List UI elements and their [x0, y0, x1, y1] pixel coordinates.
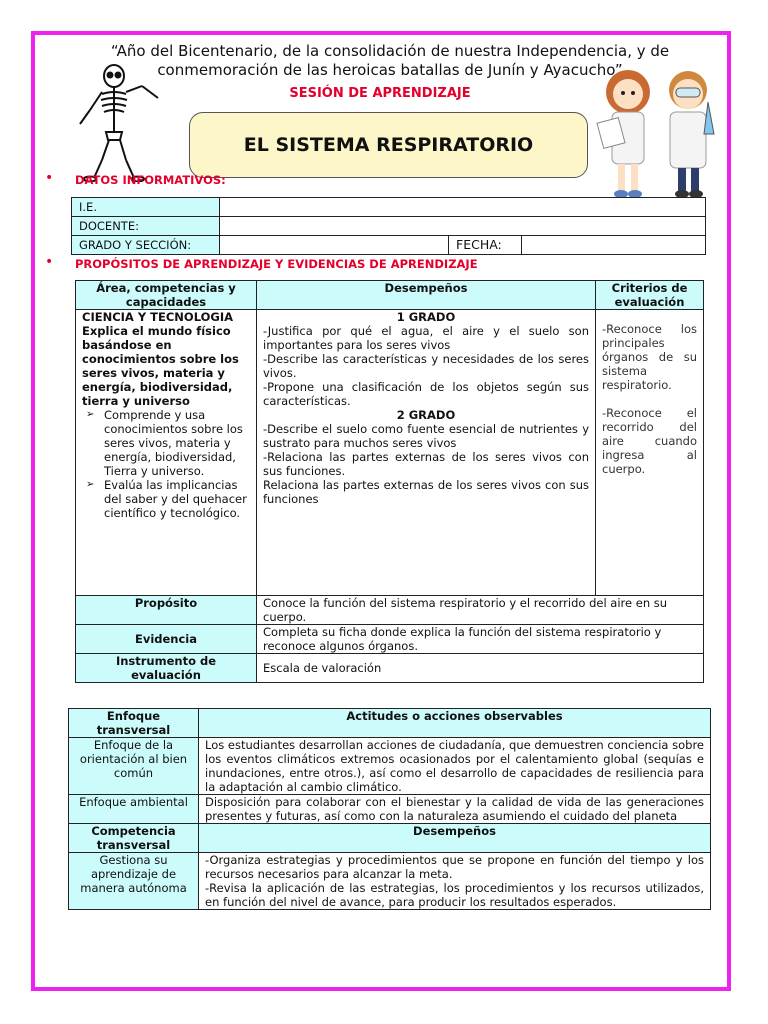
- competencia-line: -Organiza estrategias y procedimientos que se propone en función del tiempo y los recursos necesarios para alcanzar la meta.: [205, 853, 704, 881]
- ie-value: [220, 198, 706, 217]
- criterio-item: -Reconoce el recorrido del aire cuando ingresa al cuerpo.: [602, 406, 697, 476]
- header-desempenos: Desempeños: [257, 281, 596, 310]
- enfoque-table: [68, 708, 711, 910]
- enfoque-text: Los estudiantes desarrollan acciones de ciudadanía, que demuestren conciencia sobre los eventos climáticos extremos ocasionados por el calentamiento global (sequías e inundaciones, entre otros.), así como el desarrollo de capacidades de resiliencia para la adaptación al cambio climático.: [199, 738, 711, 795]
- evidencia-label: Evidencia: [76, 625, 257, 654]
- competencia-text: Explica el mundo físico basándose en conocimientos sobre los seres vivos, materia y energía, biodiversidad, tierra y universo: [82, 324, 239, 408]
- grado2-title: 2 GRADO: [396, 408, 456, 422]
- fecha-value: [522, 236, 706, 255]
- criterio-item: -Reconoce los principales órganos de su sistema respiratorio.: [602, 322, 697, 392]
- capacidad-item: ➢ Evalúa las implicancias del saber y del quehacer científico y tecnológico.: [104, 478, 250, 520]
- datos-heading: DATOS INFORMATIVOS:: [75, 173, 226, 187]
- header-area: Área, competencias y capacidades: [76, 281, 257, 310]
- grado2-line: Relaciona las partes externas de los seres vivos con sus funciones: [263, 478, 589, 506]
- docente-label: DOCENTE:: [72, 217, 220, 236]
- enfoque-text: Disposición para colaborar con el bienestar y la calidad de vida de las generaciones presentes y futuras, así como con la naturaleza asumiendo el cuidado del planeta: [199, 795, 711, 824]
- enfoque-label: Enfoque ambiental: [69, 795, 199, 824]
- grado1-line: -Justifica por qué el agua, el aire y el suelo son importantes para los seres vivos: [263, 324, 589, 352]
- docente-value: [220, 217, 706, 236]
- enfoque-label: Enfoque de la orientación al bien común: [69, 738, 199, 795]
- bullet-icon: •: [45, 254, 54, 270]
- proposito-label: Propósito: [76, 596, 257, 625]
- header-criterios: Criterios de evaluación: [596, 281, 704, 310]
- instrumento-text: Escala de valoración: [257, 654, 704, 683]
- desempenos-cell: [257, 310, 596, 596]
- area-cell: [76, 310, 257, 596]
- year-motto: “Año del Bicentenario, de la consolidación de nuestra Independencia, y de conmemoración de las heroicas batallas de Junín y Ayacucho”: [110, 42, 670, 79]
- grado1-line: -Describe las características y necesidades de los seres vivos.: [263, 352, 589, 380]
- skeleton-illustration: [76, 62, 168, 182]
- area-title: CIENCIA Y TECNOLOGIA: [82, 310, 234, 324]
- actitudes-header: Actitudes o acciones observables: [199, 709, 711, 738]
- evidencia-text: Completa su ficha donde explica la función del sistema respiratorio y reconoce algunos órganos.: [257, 625, 704, 654]
- grado1-line: -Propone una clasificación de los objetos según sus características.: [263, 380, 589, 408]
- capacidades-list: [82, 408, 250, 520]
- grado-value: [220, 236, 449, 255]
- competencia-line: -Revisa la aplicación de las estrategias, los procedimientos y los recursos utilizados, en función del nivel de avance, para producir los resultados esperados.: [205, 881, 704, 909]
- proposito-text: Conoce la función del sistema respiratorio y el recorrido del aire en su cuerpo.: [257, 596, 704, 625]
- grado-label: GRADO Y SECCIÓN:: [72, 236, 220, 255]
- competencia-header: Competencia transversal: [69, 824, 199, 853]
- fecha-label: FECHA:: [449, 236, 522, 255]
- session-label: SESIÓN DE APRENDIZAJE: [289, 86, 471, 101]
- scientist-kids-illustration: [596, 62, 726, 202]
- competencia-label: Gestiona su aprendizaje de manera autónoma: [69, 853, 199, 910]
- session-title: EL SISTEMA RESPIRATORIO: [243, 134, 534, 156]
- grado2-line: -Relaciona las partes externas de los seres vivos con sus funciones.: [263, 450, 589, 478]
- propositos-table: [75, 280, 704, 683]
- propositos-heading: PROPÓSITOS DE APRENDIZAJE Y EVIDENCIAS DE APRENDIZAJE: [75, 257, 478, 271]
- criterios-cell: [596, 310, 704, 596]
- session-title-box: [189, 112, 588, 178]
- ie-label: I.E.: [72, 198, 220, 217]
- instrumento-label: Instrumento de evaluación: [76, 654, 257, 683]
- competencia-desempenos: [199, 853, 711, 910]
- grado1-title: 1 GRADO: [396, 310, 456, 324]
- enfoque-header: Enfoque transversal: [69, 709, 199, 738]
- bullet-icon: •: [45, 170, 54, 186]
- capacidad-item: ➢ Comprende y usa conocimientos sobre los seres vivos, materia y energía, biodiversidad, Tierra y universo.: [104, 408, 250, 478]
- grado2-line: -Describe el suelo como fuente esencial de nutrientes y sustrato para muchos seres vivos: [263, 422, 589, 450]
- info-table: [71, 197, 706, 255]
- comp-desempenos-header: Desempeños: [199, 824, 711, 853]
